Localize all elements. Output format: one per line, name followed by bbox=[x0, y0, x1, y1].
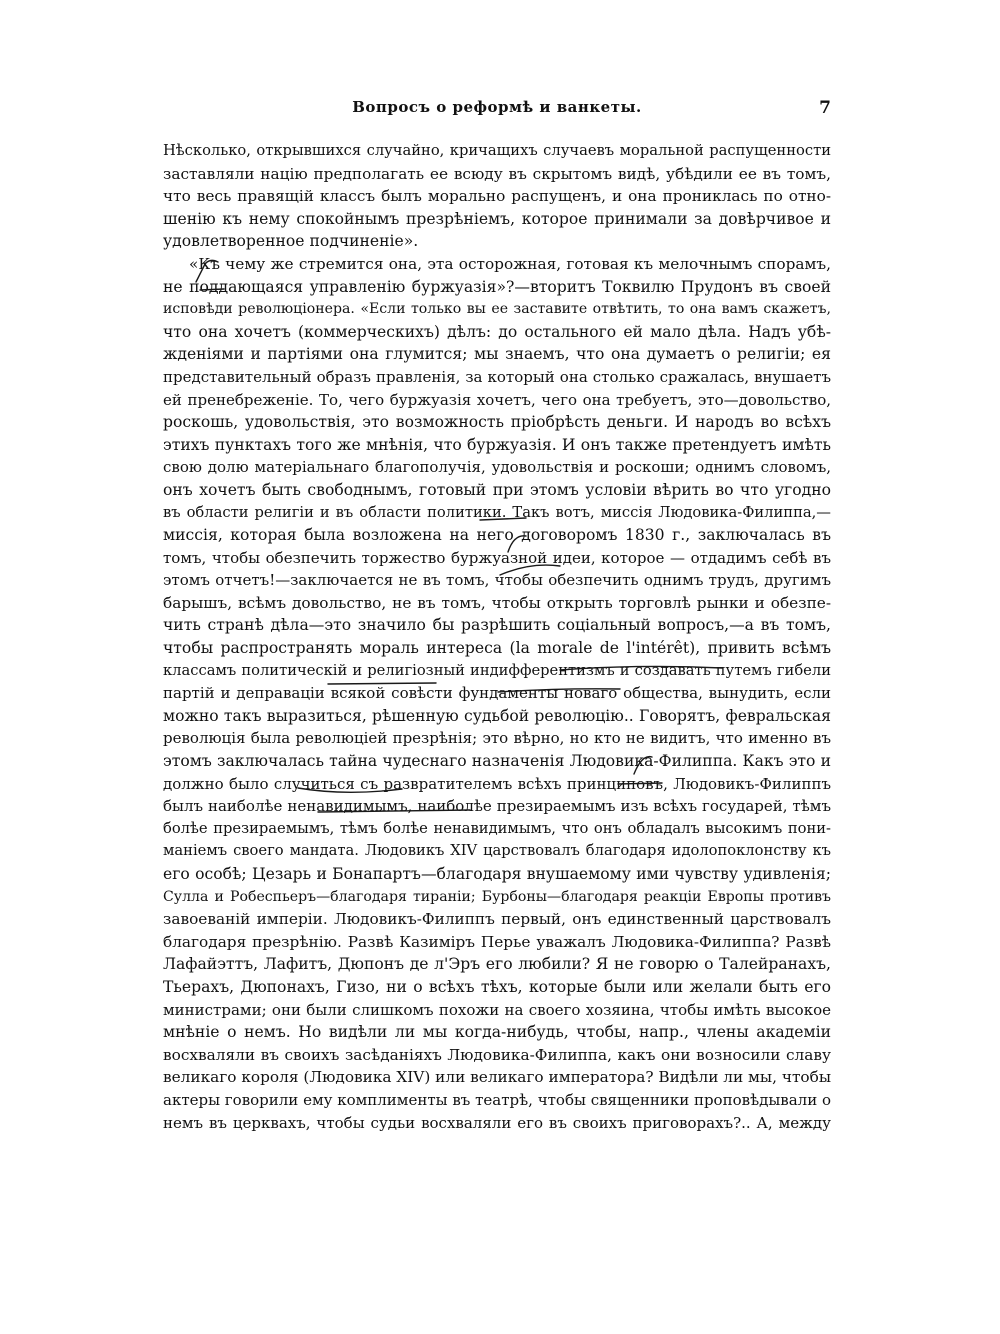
text-line: должно было случиться съ развратителемъ всѣхъ принциповъ, Людовикъ-Филиппъ bbox=[163, 774, 831, 793]
text-line: революція была революціей презрѣнія; это вѣрно, но кто не видитъ, что именно въ bbox=[163, 729, 831, 748]
text-line: актеры говорили ему комплименты въ театрѣ, чтобы священники проповѣдывали о bbox=[163, 1090, 831, 1109]
paragraph bbox=[163, 140, 831, 253]
text-line: мнѣніе о немъ. Но видѣли ли мы когда-нибудь, чтобы, напр., члены академіи bbox=[163, 1023, 831, 1042]
text-line: благодаря презрѣнію. Развѣ Казиміръ Перье уважалъ Людовика-Филиппа? Развѣ bbox=[163, 932, 831, 951]
text-line: министрами; они были слишкомъ похожи на своего хозяина, чтобы имѣть высокое bbox=[163, 1000, 831, 1019]
text-line: шенію къ нему спокойнымъ презрѣніемъ, которое принимали за довѣрчивое и bbox=[163, 209, 831, 228]
text-line: что она хочетъ (коммерческихъ) дѣлъ: до остального ей мало дѣла. Надъ убѣ- bbox=[163, 322, 831, 341]
text-line: этихъ пунктахъ того же мнѣнія, что буржуазія. И онъ также претендуетъ имѣть bbox=[163, 435, 831, 454]
text-line: онъ хочетъ быть свободнымъ, готовый при этомъ условіи вѣрить во что угодно bbox=[163, 480, 831, 499]
text-line: удовлетворенное подчиненіе». bbox=[163, 232, 419, 251]
text-line: ей пренебреженіе. То, чего буржуазія хочетъ, чего она требуетъ, это—довольство, bbox=[163, 390, 831, 409]
text-line: свою долю матеріальнаго благополучія, удовольствія и роскоши; однимъ словомъ, bbox=[163, 458, 831, 477]
text-line: Нѣсколько, открывшихся случайно, кричащихъ случаевъ моральной распущенности bbox=[163, 142, 831, 159]
text-line: Тьерахъ, Дюпонахъ, Гизо, ни о всѣхъ тѣхъ, которые были или желали быть его bbox=[163, 977, 831, 996]
text-line: Лафайэттъ, Лафитъ, Дюпонъ де л'Эръ его любили? Я не говорю о Талейранахъ, bbox=[163, 955, 831, 974]
text-line: партій и деправаціи всякой совѣсти фундаменты новаго общества, вынудить, если bbox=[163, 684, 831, 703]
text-line: немъ въ церквахъ, чтобы судьи восхваляли его въ своихъ приговорахъ?.. А, между bbox=[163, 1113, 831, 1132]
text-line: завоеваній имперіи. Людовикъ-Филиппъ первый, онъ единственный царствовалъ bbox=[163, 910, 831, 929]
text-line: роскошь, удовольствія, это возможность пріобрѣсть деньги. И народъ во всѣхъ bbox=[163, 413, 831, 432]
text-line: «Къ чему же стремится она, эта осторожная, готовая къ мелочнымъ спорамъ, bbox=[189, 254, 831, 273]
text-line: великаго короля (Людовика XIV) или великаго императора? Видѣли ли мы, чтобы bbox=[163, 1068, 831, 1087]
body-text bbox=[163, 140, 831, 1134]
page-header bbox=[163, 98, 831, 126]
text-line: томъ, чтобы обезпечить торжество буржуазной идеи, которое — отдадимъ себѣ въ bbox=[163, 548, 831, 567]
text-line: можно такъ выразиться, рѣшенную судьбой революцію.. Говорятъ, февральская bbox=[163, 706, 831, 725]
paragraph bbox=[163, 253, 831, 1134]
page-number: 7 bbox=[819, 98, 831, 118]
text-line: чить странѣ дѣла—это значило бы разрѣшить соціальный вопросъ,—а въ томъ, bbox=[163, 616, 831, 635]
text-line: этомъ отчетъ!—заключается не въ томъ, чтобы обезпечить однимъ трудъ, другимъ bbox=[163, 571, 831, 590]
text-line: его особѣ; Цезарь и Бонапартъ—благодаря внушаемому ими чувству удивленія; bbox=[163, 865, 831, 883]
text-line: болѣе презираемымъ, тѣмъ болѣе ненавидимымъ, что онъ обладалъ высокимъ пони- bbox=[163, 819, 831, 837]
running-title: Вопросъ о реформѣ и ванкеты. bbox=[352, 98, 642, 116]
text-line: представительный образъ правленія, за который она столько сражалась, внушаетъ bbox=[163, 367, 831, 386]
text-line: этомъ заключалась тайна чудеснаго назначенія Людовика-Филиппа. Какъ это и bbox=[163, 752, 831, 771]
text-line: въ области религіи и въ области политики. Такъ вотъ, миссія Людовика-Филиппа,— bbox=[163, 503, 831, 521]
text-line: восхваляли въ своихъ засѣданіяхъ Людовика-Филиппа, какъ они возносили славу bbox=[163, 1045, 831, 1064]
text-line: Сулла и Робеспьеръ—благодаря тираніи; Бурбоны—благодаря реакціи Европы противъ bbox=[163, 888, 831, 905]
text-line: исповѣди революціонера. «Если только вы ее заставите отвѣтить, то она вамъ скажетъ, bbox=[163, 301, 831, 318]
text-line: миссія, которая была возложена на него договоромъ 1830 г., заключалась въ bbox=[163, 526, 831, 545]
text-line: не поддающаяся управленію буржуазія»?—вторитъ Токвилю Прудонъ въ своей bbox=[163, 277, 831, 296]
text-line: что весь правящій классъ былъ морально распущенъ, и она прониклась по отно- bbox=[163, 187, 831, 206]
text-line: барышъ, всѣмъ довольство, не въ томъ, чтобы открыть торговлѣ рынки и обезпе- bbox=[163, 593, 831, 612]
text-line: классамъ политическій и религіозный индифферентизмъ и создавать путемъ гибели bbox=[163, 661, 831, 679]
text-line: чтобы распространять мораль интереса (la morale de l'intérêt), привить всѣмъ bbox=[163, 639, 831, 658]
text-line: жденіями и партіями она глумится; мы знаемъ, что она думаетъ о религіи; ея bbox=[163, 345, 831, 364]
text-line: заставляли націю предполагать ее всюду въ скрытомъ видѣ, убѣдили ее въ томъ, bbox=[163, 164, 831, 183]
text-line: маніемъ своего мандата. Людовикъ XIV царствовалъ благодаря идолопоклонству къ bbox=[163, 842, 831, 860]
text-line: былъ наиболѣе ненавидимымъ, наиболѣе презираемымъ изъ всѣхъ государей, тѣмъ bbox=[163, 797, 831, 816]
